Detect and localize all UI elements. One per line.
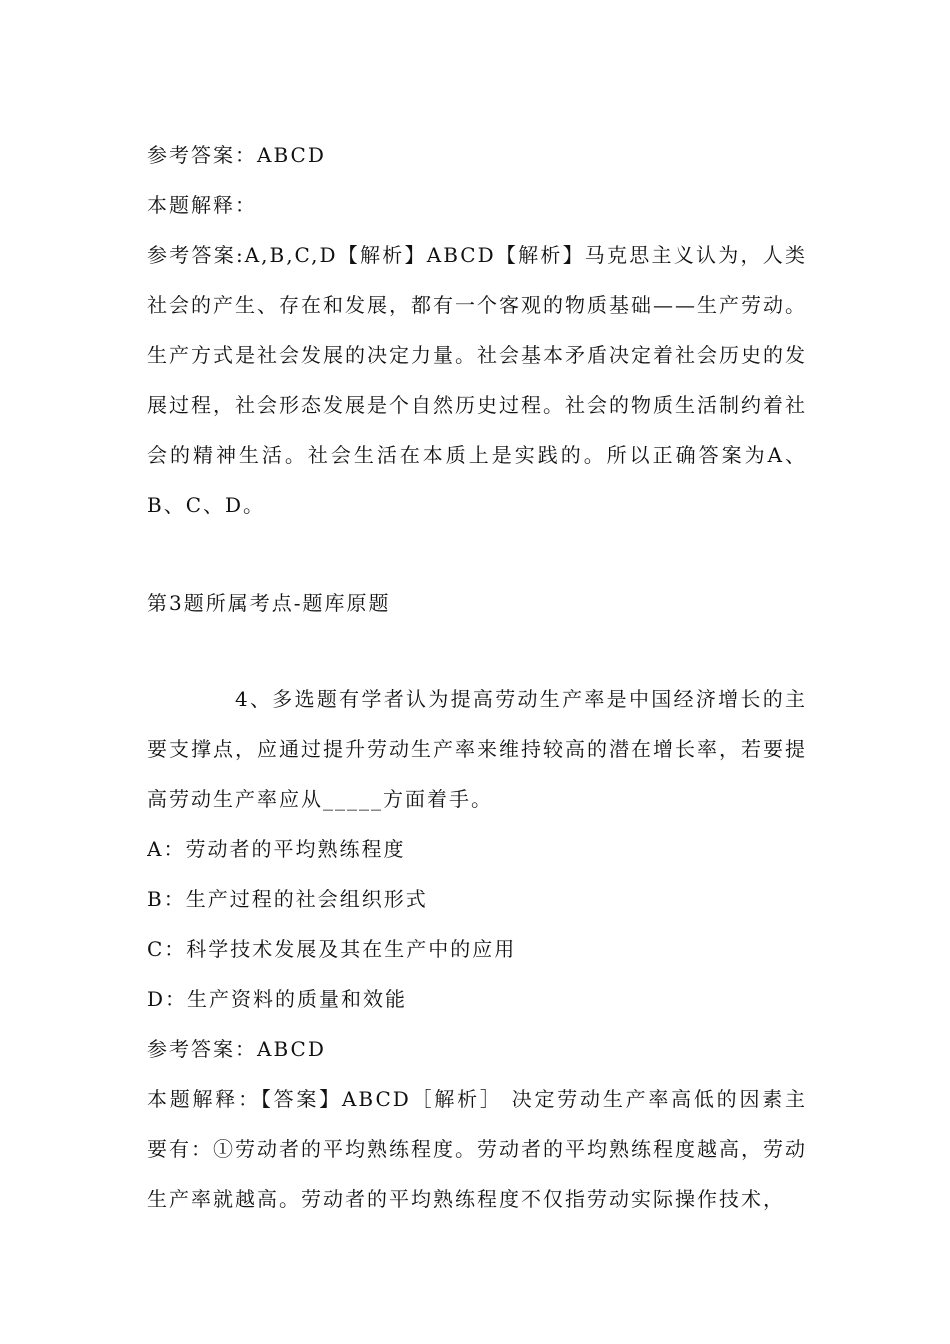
q4-option-c: C：科学技术发展及其在生产中的应用 <box>147 937 517 961</box>
q3-answer: 参考答案：ABCD <box>147 143 326 167</box>
q4-explanation-text: 本题解释：【答案】ABCD［解析］ 决定劳动生产率高低的因素主要有：①劳动者的平均熟练程度。劳动者的平均熟练程度越高，劳动生产率就越高。劳动者的平均熟练程度不仅指劳动实际操作技术， <box>147 1087 807 1211</box>
q4-answer: 参考答案：ABCD <box>147 1037 326 1061</box>
q3-explanation-text: 参考答案:A,B,C,D【解析】ABCD【解析】马克思主义认为，人类社会的产生、存在和发展，都有一个客观的物质基础——生产劳动。生产方式是社会发展的决定力量。社会基本矛盾决定着社会历史的发展过程，社会形态发展是个自然历史过程。社会的物质生活制约着社会的精神生活。社会生活在本质上是实践的。所以正确答案为A、B、C、D。 <box>147 243 807 517</box>
q3-explanation-label: 本题解释： <box>147 193 257 217</box>
q4-option-b: B：生产过程的社会组织形式 <box>147 887 428 911</box>
spacer <box>147 530 807 578</box>
spacer <box>147 628 807 674</box>
q4-question-text: 4、多选题有学者认为提高劳动生产率是中国经济增长的主要支撑点，应通过提升劳动生产率来维持较高的潜在增长率，若要提高劳动生产率应从_____方面着手。 <box>147 687 807 811</box>
q3-topic: 第3题所属考点-题库原题 <box>147 591 391 615</box>
q4-option-a: A：劳动者的平均熟练程度 <box>147 837 406 861</box>
document-page <box>147 130 807 1224</box>
q4-option-d: D：生产资料的质量和效能 <box>147 987 408 1011</box>
